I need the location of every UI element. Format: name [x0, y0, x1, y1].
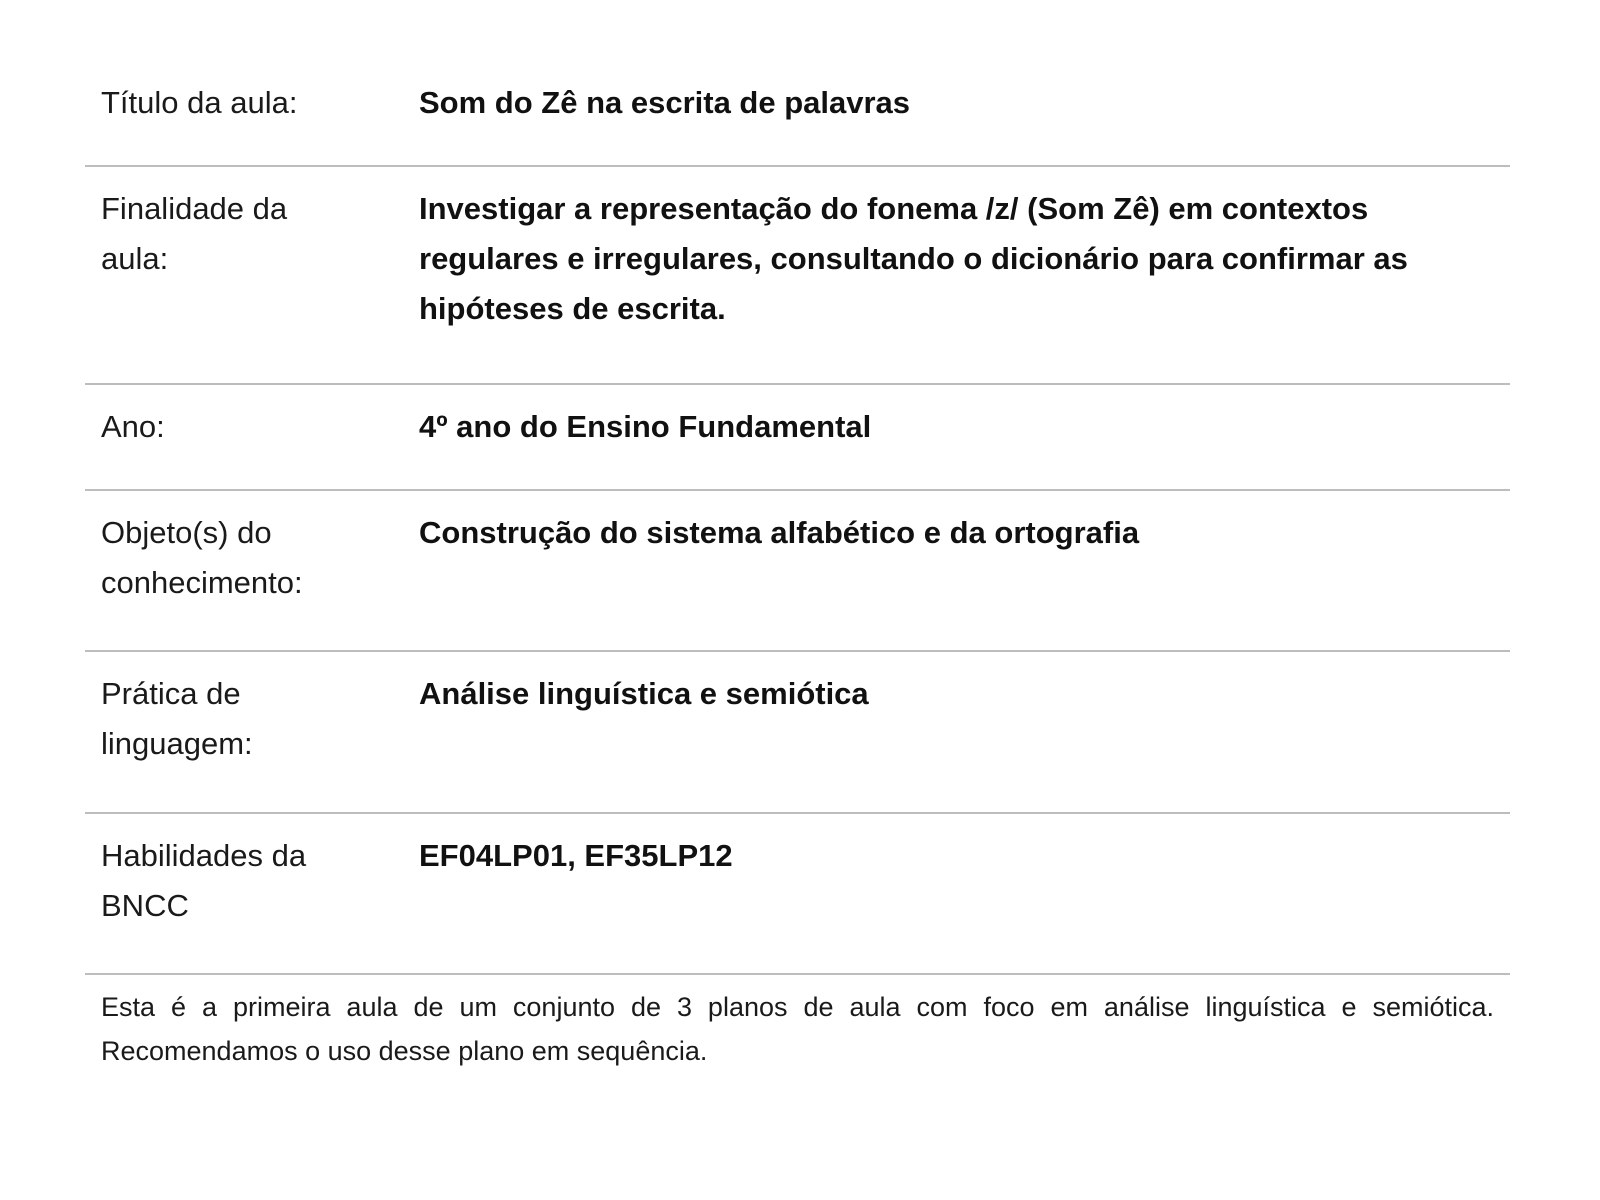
row-year [85, 384, 1510, 491]
row-knowledge-objects [85, 490, 1510, 652]
label-lesson-title: Título da aula: [101, 85, 298, 120]
row-bncc-skills [85, 813, 1510, 975]
label-lesson-purpose: Finalidade da aula: [101, 191, 288, 276]
label-bncc-skills: Habilidades da BNCC [101, 838, 307, 923]
value-year: 4º ano do Ensino Fundamental [419, 409, 872, 444]
row-language-practice [85, 651, 1510, 814]
label-knowledge-objects: Objeto(s) do conhecimento: [101, 515, 303, 600]
row-lesson-purpose [85, 166, 1510, 385]
sequence-note: Esta é a primeira aula de um conjunto de 3 planos de aula com foco em análise linguística e semiótica. Recomendamos o uso desse plano em sequência. [101, 992, 1494, 1066]
label-year: Ano: [101, 409, 165, 444]
value-knowledge-objects: Construção do sistema alfabético e da ortografia [419, 515, 1140, 550]
value-lesson-purpose: Investigar a representação do fonema /z/ (Som Zê) em contextos regulares e irregulares, consultando o dicionário para confirmar as hipóteses de escrita. [419, 191, 1408, 326]
row-lesson-title [85, 60, 1510, 167]
value-language-practice: Análise linguística e semiótica [419, 676, 869, 711]
label-language-practice: Prática de linguagem: [101, 676, 253, 761]
value-bncc-skills: EF04LP01, EF35LP12 [419, 838, 733, 873]
value-lesson-title: Som do Zê na escrita de palavras [419, 85, 911, 120]
